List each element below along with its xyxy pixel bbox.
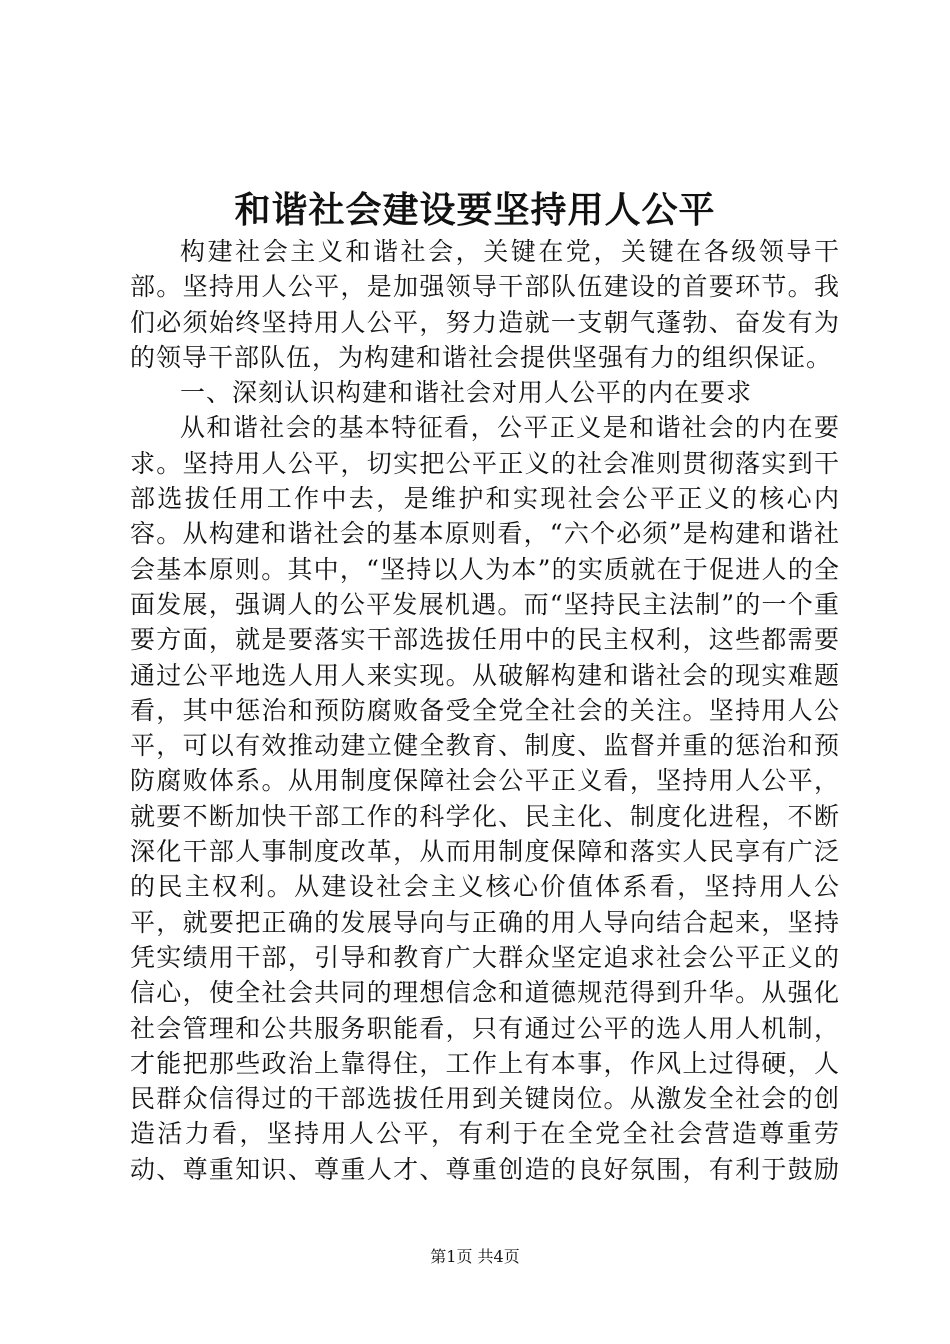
- paragraph-intro: 构建社会主义和谐社会，关键在党，关键在各级领导干部。坚持用人公平，是加强领导干部队伍建设的首要环节。我们必须始终坚持用人公平，努力造就一支朝气蓬勃、奋发有为的领导干部队伍，为构建和谐社会提供坚强有力的组织保证。: [130, 237, 840, 372]
- section-heading: 一、深刻认识构建和谐社会对用人公平的内在要求: [180, 378, 753, 408]
- paragraph-body: 从和谐社会的基本特征看，公平正义是和谐社会的内在要求。坚持用人公平，切实把公平正义的社会准则贯彻落实到干部选拔任用工作中去，是维护和实现社会公平正义的核心内容。从构建和谐社会的基本原则看，“六个必须”是构建和谐社会基本原则。其中，“坚持以人为本”的实质就在于促进人的全面发展，强调人的公平发展机遇。而“坚持民主法制”的一个重要方面，就是要落实干部选拔任用中的民主权利，这些都需要通过公平地选人用人来实现。从破解构建和谐社会的现实难题看，其中惩治和预防腐败备受全党全社会的关注。坚持用人公平，可以有效推动建立健全教育、制度、监督并重的惩治和预防腐败体系。从用制度保障社会公平正义看，坚持用人公平，就要不断加快干部工作的科学化、民主化、制度化进程，不断深化干部人事制度改革，从而用制度保障和落实人民享有广泛的民主权利。从建设社会主义核心价值体系看，坚持用人公平，就要把正确的发展导向与正确的用人导向结合起来，坚持凭实绩用干部，引导和教育广大群众坚定追求社会公平正义的信心，使全社会共同的理想信念和道德规范得到升华。从强化社会管理和公共服务职能看，只有通过公平的选人用人机制，才能把那些政治上靠得住，工作上有本事，作风上过得硬，人民群众信得过的干部选拔任用到关键岗位。从激发全社会的创造活力看，坚持用人公平，有利于在全党全社会营造尊重劳动、尊重知识、尊重人才、尊重创造的良好氛围，有利于鼓励: [130, 413, 840, 1184]
- document-body: [130, 234, 840, 1186]
- document-title: 和谐社会建设要坚持用人公平: [234, 189, 716, 231]
- page-number-footer: 第1页 共4页: [430, 1247, 520, 1266]
